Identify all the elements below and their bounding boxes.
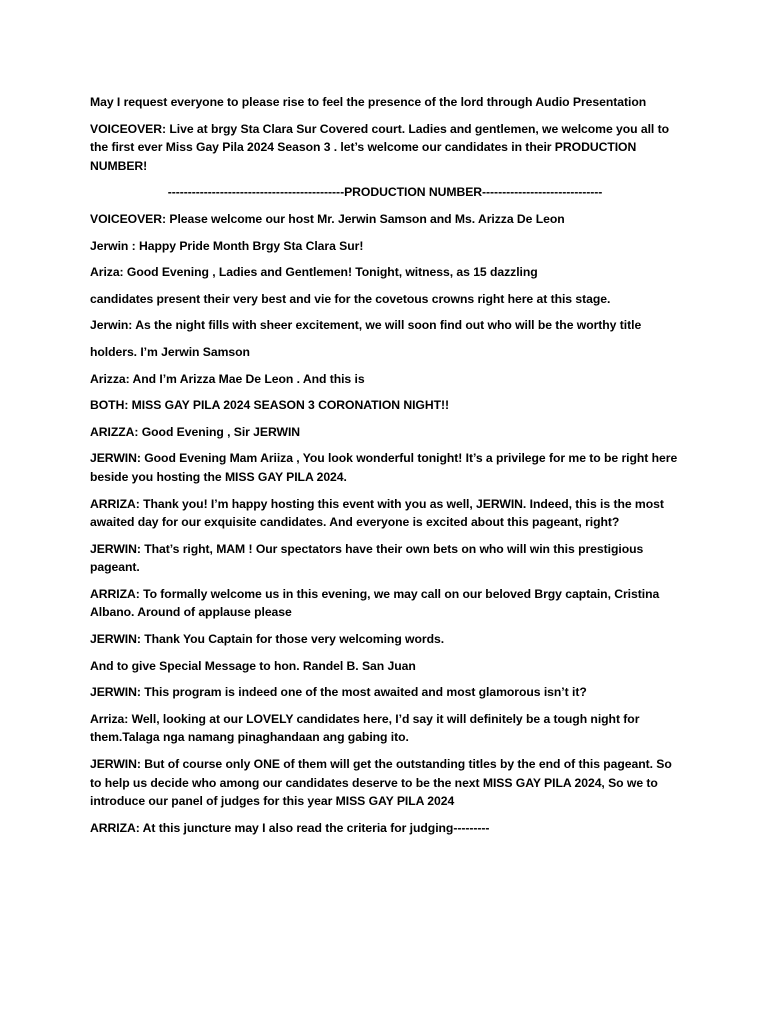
paragraph-candidates-present: candidates present their very best and vie for the covetous crowns right here at this stage. <box>90 291 611 306</box>
script-document <box>90 93 680 845</box>
paragraph-holders: holders. I’m Jerwin Samson <box>90 344 250 359</box>
production-number-divider: --------------------------------------------PRODUCTION NUMBER------------------------------ <box>167 185 603 200</box>
paragraph-ariza-good-evening: Ariza: Good Evening , Ladies and Gentlemen! Tonight, witness, as 15 dazzling <box>90 265 538 280</box>
paragraph-jerwin-spectators: JERWIN: That’s right, MAM ! Our spectators have their own bets on who will win this prestigious pageant. <box>90 541 644 575</box>
paragraph-arriza-lovely: Arriza: Well, looking at our LOVELY candidates here, I’d say it will definitely be a tough night for them.Talaga nga namang pinaghandaan ang gabing ito. <box>90 711 640 745</box>
paragraph-jerwin-privilege: JERWIN: Good Evening Mam Ariiza , You look wonderful tonight! It’s a privilege for me to be right here beside you hosting the MISS GAY PILA 2024. <box>90 451 678 484</box>
paragraph-both-coronation: BOTH: MISS GAY PILA 2024 SEASON 3 CORONATION NIGHT!! <box>90 398 450 413</box>
paragraph-voiceover-welcome: VOICEOVER: Live at brgy Sta Clara Sur Covered court. Ladies and gentlemen, we welcome you all to the first ever Miss Gay Pila 2024 Season 3 . let’s welcome our candidates in their PRODUCTION NUMBER! <box>90 121 669 173</box>
paragraph-voiceover-hosts: VOICEOVER: Please welcome our host Mr. Jerwin Samson and Ms. Arizza De Leon <box>90 211 565 226</box>
paragraph-arriza-thank-you: ARRIZA: Thank you! I’m happy hosting this event with you as well, JERWIN. Indeed, this is the most awaited day for our exquisite candidates. And everyone is excited about this pageant, right? <box>90 496 664 530</box>
paragraph-jerwin-judges: JERWIN: But of course only ONE of them will get the outstanding titles by the end of this pageant. So to help us decide who among our candidates deserve to be the next MISS GAY PILA 2024, So we to introduce our panel of judges for this year MISS GAY PILA 2024 <box>90 757 672 809</box>
paragraph-opening-request: May I request everyone to please rise to feel the presence of the lord through Audio Presentation <box>90 95 647 109</box>
paragraph-jerwin-pride: Jerwin : Happy Pride Month Brgy Sta Clara Sur! <box>90 238 364 253</box>
paragraph-arizza-intro: Arizza: And I’m Arizza Mae De Leon . And this is <box>90 371 365 386</box>
paragraph-arriza-criteria: ARRIZA: At this juncture may I also read the criteria for judging--------- <box>90 820 490 835</box>
paragraph-jerwin-glamorous: JERWIN: This program is indeed one of the most awaited and most glamorous isn’t it? <box>90 685 587 700</box>
paragraph-arizza-greeting: ARIZZA: Good Evening , Sir JERWIN <box>90 424 301 439</box>
paragraph-special-message: And to give Special Message to hon. Randel B. San Juan <box>90 658 416 673</box>
paragraph-jerwin-night-fills: Jerwin: As the night fills with sheer excitement, we will soon find out who will be the worthy title <box>90 318 642 333</box>
paragraph-arriza-captain: ARRIZA: To formally welcome us in this evening, we may call on our beloved Brgy captain, Cristina Albano. Around of applause please <box>90 586 660 620</box>
paragraph-jerwin-thanks-captain: JERWIN: Thank You Captain for those very welcoming words. <box>90 632 445 647</box>
